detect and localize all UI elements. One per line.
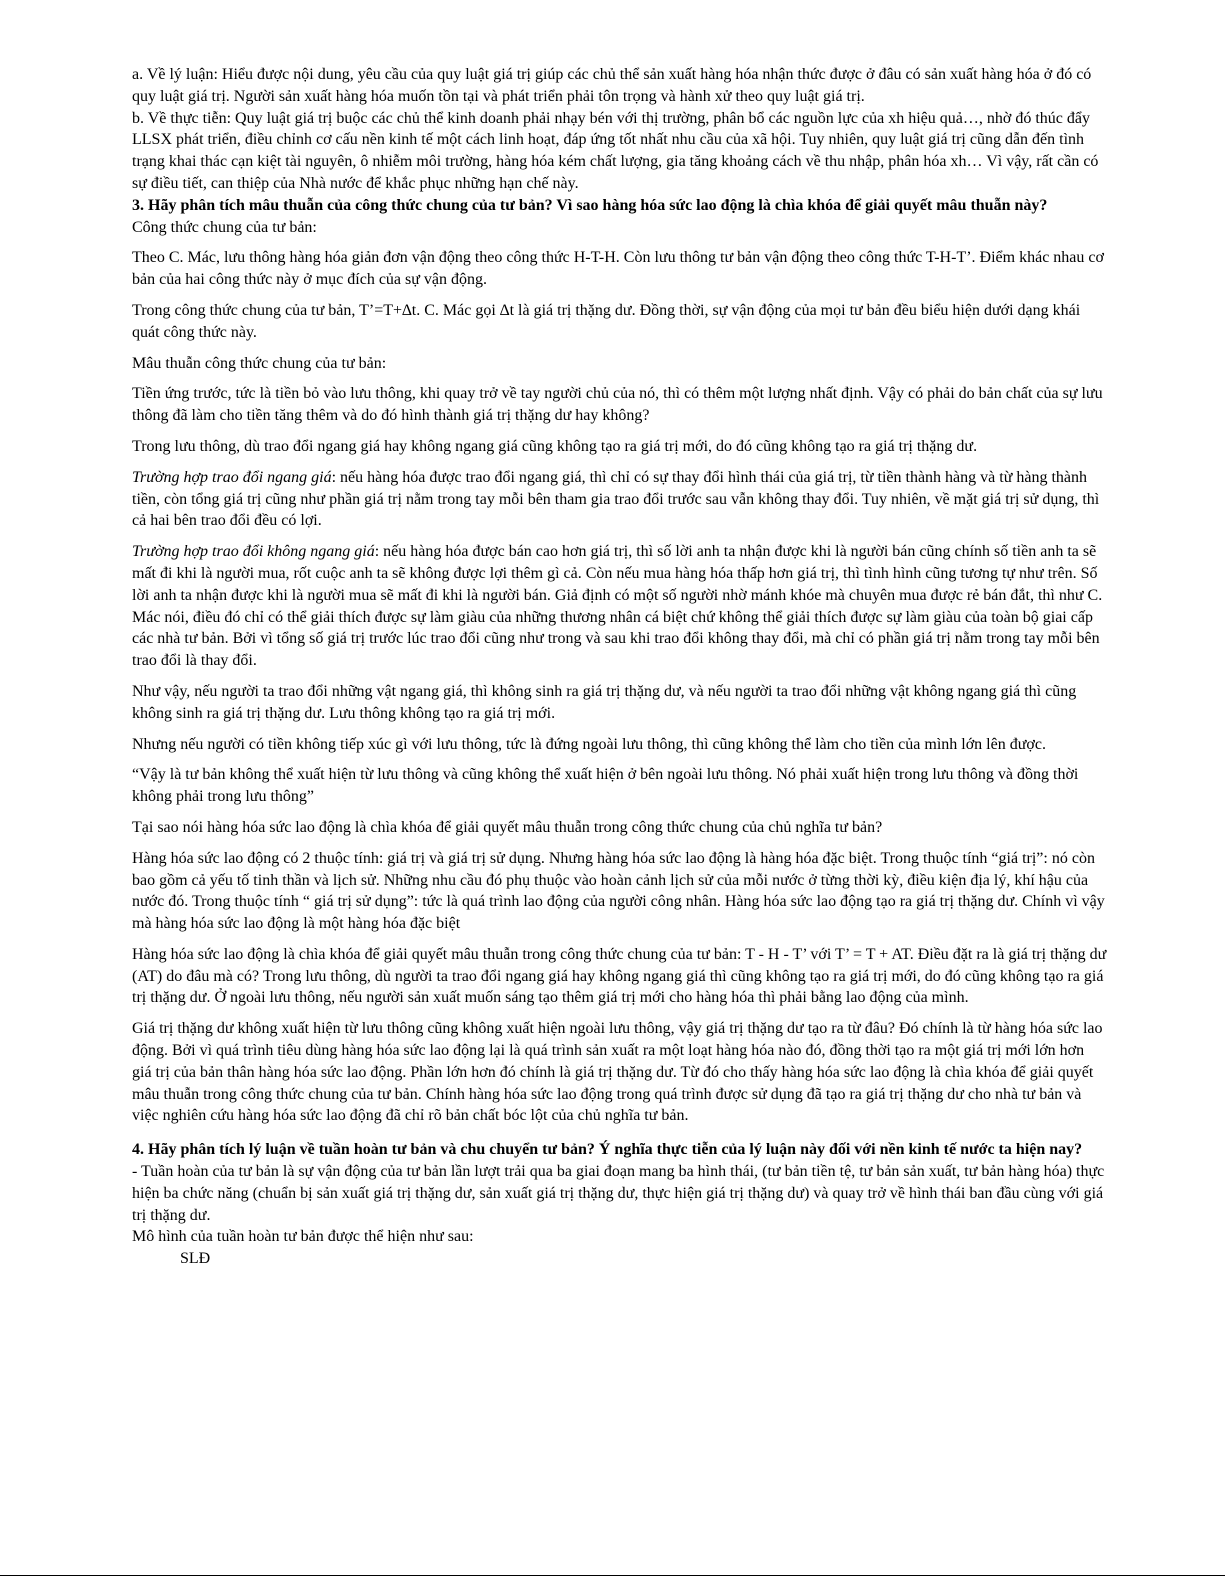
heading-question-4: 4. Hãy phân tích lý luận về tuần hoàn tư bản và chu chuyển tư bản? Ý nghĩa thực tiễn của lý luận này đối với nền kinh tế nước ta hiện nay? <box>132 1141 1083 1159</box>
document-page <box>132 64 1107 1270</box>
paragraph-nhung-neu: Nhưng nếu người có tiền không tiếp xúc gì với lưu thông, tức là đứng ngoài lưu thông, thì cũng không thể làm cho tiền của mình lớn lên được. <box>132 735 1046 753</box>
case-khong-ngang-gia-text: : nếu hàng hóa được bán cao hơn giá trị, thì số lời anh ta nhận được khi là người bán cũng chính số tiền anh ta sẽ mất đi khi là người mua, rốt cuộc anh ta sẽ không được lợi thêm gì cả. Còn nếu mua hàng hóa thấp hơn giá trị, thì tình hình cũng tương tự như trên. Số lời anh ta nhận được khi là người mua sẽ mất đi khi là người bán. Giả định có một số người nhờ mánh khóe mà chuyên mua được rẻ bán đắt, thì như C. Mác nói, điều đó chỉ có thể giải thích được sự làm giàu của những thương nhân cá biệt chứ không thể giải thích được sự làm giàu của toàn bộ giai cấp các nhà tư bản. Bởi vì tổng số giá trị trước lúc trao đổi cũng như trong và sau khi trao đổi không thay đổi, mà chỉ có phần giá trị nằm trong tay mỗi bên trao đổi là thay đổi. <box>132 543 1103 670</box>
paragraph-tai-sao: Tại sao nói hàng hóa sức lao động là chìa khóa để giải quyết mâu thuẫn trong công thức chung của chủ nghĩa tư bản? <box>132 818 883 836</box>
paragraph-case-khong-ngang-gia <box>132 541 1107 672</box>
paragraph-trong-luu-thong: Trong lưu thông, dù trao đổi ngang giá hay không ngang giá cũng không tạo ra giá trị mới, do đó cũng không tạo ra giá trị thặng dư. <box>132 437 978 455</box>
paragraph-case-ngang-gia <box>132 467 1107 532</box>
paragraph-hh-2-thuoc-tinh: Hàng hóa sức lao động có 2 thuộc tính: giá trị và giá trị sử dụng. Nhưng hàng hóa sức lao động là hàng hóa đặc biệt. Trong thuộc tính “giá trị”: nó còn bao gồm cả yếu tố tinh thần và lịch sử. Những nhu cầu đó phụ thuộc vào hoàn cảnh lịch sử của mỗi nước ở từng thời kỳ, điều kiện địa lý, khí hậu của nước đó. Trong thuộc tính “ giá trị sử dụng”: tức là quá trình lao động của người công nhân. Hàng hóa sức lao động tạo ra giá trị thặng dư. Chính vì vậy mà hàng hóa sức lao động là một hàng hóa đặc biệt <box>132 849 1105 933</box>
paragraph-tien-ung-truoc: Tiền ứng trước, tức là tiền bỏ vào lưu thông, khi quay trở về tay người chủ của nó, thì có thêm một lượng nhất định. Vậy có phải do bản chất của sự lưu thông đã làm cho tiền tăng thêm và do đó hình thành giá trị thặng dư hay không? <box>132 385 1103 425</box>
paragraph-mo-hinh: Mô hình của tuần hoàn tư bản được thể hiện như sau: <box>132 1228 474 1246</box>
paragraph-tuan-hoan: - Tuần hoàn của tư bản là sự vận động của tư bản lần lượt trải qua ba giai đoạn mang ba hình thái, (tư bản tiền tệ, tư bản sản xuất, tư bản hàng hóa) thực hiện ba chức năng (chuẩn bị sản xuất giá trị thặng dư, sản xuất giá trị thặng dư, thực hiện giá trị thặng dư) và quay trở về hình thái ban đầu cùng với giá trị thặng dư. <box>132 1163 1105 1224</box>
paragraph-quote: “Vậy là tư bản không thể xuất hiện từ lưu thông và cũng không thể xuất hiện ở bên ngoài lưu thông. Nó phải xuất hiện trong lưu thông và đồng thời không phải trong lưu thông” <box>132 766 1079 806</box>
paragraph-gia-tri-thang-du: Giá trị thặng dư không xuất hiện từ lưu thông cũng không xuất hiện ngoài lưu thông, vậy giá trị thặng dư tạo ra từ đâu? Đó chính là từ hàng hóa sức lao động. Bởi vì quá trình tiêu dùng hàng hóa sức lao động lại là quá trình sản xuất ra một loạt hàng hóa nào đó, đồng thời tạo ra một giá trị mới lớn hơn giá trị của bản thân hàng hóa sức lao động. Phần lớn hơn đó chính là giá trị thặng dư. Từ đó cho thấy hàng hóa sức lao động là chìa khóa để giải quyết mâu thuẫn trong công thức chung của tư bản. Chính hàng hóa sức lao động trong quá trình được sử dụng đã tạo ra giá trị thặng dư cho nhà tư bản và việc nghiên cứu hàng hóa sức lao động đã chỉ rõ bản chất bóc lột của chủ nghĩa tư bản. <box>132 1020 1103 1125</box>
label-sld: SLĐ <box>180 1250 211 1268</box>
paragraph-cong-thuc-chung: Công thức chung của tư bản: <box>132 218 317 236</box>
paragraph-mau-thuan: Mâu thuẫn công thức chung của tư bản: <box>132 354 387 372</box>
case-ngang-gia-text: : nếu hàng hóa được trao đổi ngang giá, thì chỉ có sự thay đổi hình thái của giá trị, từ tiền thành hàng và từ hàng thành tiền, còn tổng giá trị cũng như phần giá trị nằm trong tay mỗi bên tham gia trao đổi trước sau vẫn không thay đổi. Tuy nhiên, về mặt giá trị sử dụng, thì cả hai bên trao đổi đều có lợi. <box>132 468 1100 530</box>
paragraph-chia-khoa: Hàng hóa sức lao động là chìa khóa để giải quyết mâu thuẫn trong công thức chung của tư bản: T - H - T’ với T’ = T + AT. Điều đặt ra là giá trị thặng dư (AT) do đâu mà có? Trong lưu thông, dù người ta trao đổi ngang giá hay không ngang giá thì cũng không tạo ra giá trị mới, do đó cũng không tạo ra giá trị thặng dư. Ở ngoài lưu thông, nếu người sản xuất muốn sáng tạo thêm giá trị mới cho hàng hóa thì phải bằng lao động của mình. <box>132 945 1107 1007</box>
paragraph-theo-mac: Theo C. Mác, lưu thông hàng hóa giản đơn vận động theo công thức H-T-H. Còn lưu thông tư bản vận động theo công thức T-H-T’. Điểm khác nhau cơ bản của hai công thức này ở mục đích của sự vận động. <box>132 249 1104 289</box>
case-khong-ngang-gia-title: Trường hợp trao đổi không ngang giá <box>132 543 375 561</box>
paragraph-thuc-tien: b. Về thực tiễn: Quy luật giá trị buộc các chủ thể kinh doanh phải nhạy bén với thị trường, phân bổ các nguồn lực của xh hiệu quả…, nhờ đó thúc đẩy LLSX phát triển, điều chỉnh cơ cấu nền kinh tế một cách linh hoạt, đáp ứng tốt nhất nhu cầu của xã hội. Tuy nhiên, quy luật giá trị cũng dẫn đến tình trạng khai thác cạn kiệt tài nguyên, ô nhiễm môi trường, hàng hóa kém chất lượng, gia tăng khoảng cách về thu nhập, phân hóa xh… Vì vậy, rất cần có sự điều tiết, can thiệp của Nhà nước để khắc phục những hạn chế này. <box>132 109 1099 192</box>
paragraph-ly-luan: a. Về lý luận: Hiểu được nội dung, yêu cầu của quy luật giá trị giúp các chủ thể sản xuất hàng hóa nhận thức được ở đâu có sản xuất hàng hóa ở đó có quy luật giá trị. Người sản xuất hàng hóa muốn tồn tại và phát triển phải tôn trọng và hành xử theo quy luật giá trị. <box>132 66 1092 105</box>
case-ngang-gia-title: Trường hợp trao đổi ngang giá <box>132 468 332 486</box>
paragraph-nhu-vay: Như vậy, nếu người ta trao đổi những vật ngang giá, thì không sinh ra giá trị thặng dư, và nếu người ta trao đổi những vật không ngang giá thì cũng không sinh ra giá trị thặng dư. Lưu thông không tạo ra giá trị mới. <box>132 682 1077 722</box>
paragraph-trong-cong-thuc: Trong công thức chung của tư bản, T’=T+∆t. C. Mác gọi ∆t là giá trị thặng dư. Đồng thời, sự vận động của mọi tư bản đều biểu hiện dưới dạng khái quát công thức này. <box>132 301 1081 341</box>
heading-question-3: 3. Hãy phân tích mâu thuẫn của công thức chung của tư bản? Vì sao hàng hóa sức lao động là chìa khóa để giải quyết mâu thuẫn này? <box>132 196 1048 214</box>
page-bottom-rule <box>0 1575 1225 1576</box>
